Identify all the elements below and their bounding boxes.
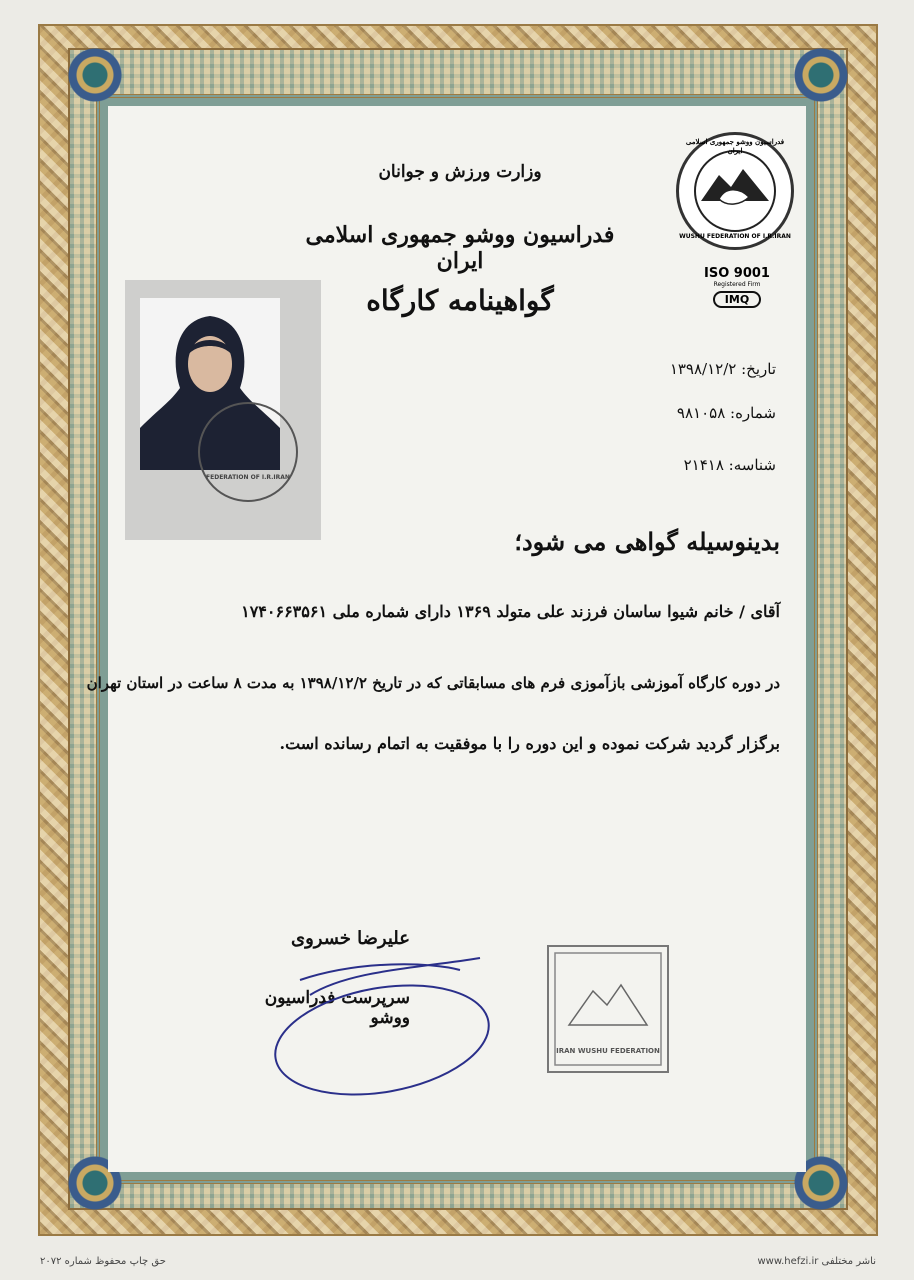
federation-logo (676, 132, 794, 250)
corner-ornament-top-left (60, 40, 130, 110)
certification-heading: بدینوسیله گواهی می شود؛ (514, 527, 780, 556)
body-line-2: در دوره کارگاه آموزشی بازآموزی فرم های مسابقاتی که در تاریخ ۱۳۹۸/۱۲/۲ به مدت ۸ ساعت در استان تهران (86, 674, 780, 692)
certificate-number: شماره: ۹۸۱۰۵۸ (676, 404, 776, 422)
square-stamp-text: IRAN WUSHU FEDERATION (556, 1047, 660, 1055)
signatory-title: سرپرست فدراسیون ووشو (264, 988, 410, 1028)
ministry-heading: وزارت ورزش و جوانان (378, 162, 542, 182)
body-line-3: برگزار گردید شرکت نموده و این دوره را با موفقیت به اتمام رسانده است. (279, 734, 780, 753)
signatory-name: علیرضا خسروی (291, 928, 410, 949)
certificate-title: گواهینامه کارگاه (366, 284, 554, 317)
certificate-id: شناسه: ۲۱۴۱۸ (683, 456, 776, 474)
corner-ornament-top-right (786, 40, 856, 110)
photo-round-stamp (198, 402, 298, 502)
iso-label: ISO 9001 (704, 266, 770, 281)
iso-badge (690, 266, 784, 304)
body-line-1: آقای / خانم شیوا ساسان فرزند علی متولد ۱۳۶۹ دارای شماره ملی ۱۷۴۰۶۶۳۵۶۱ (241, 602, 780, 621)
federation-square-stamp (547, 945, 669, 1073)
footer-copyright: حق چاپ محفوظ شماره ۲۰۷۲ (40, 1256, 166, 1267)
imq-label: IMQ (713, 291, 761, 308)
logo-ring-text: فدراسیون ووشو جمهوری اسلامی ایران (685, 137, 785, 155)
handwritten-signature (270, 950, 500, 1100)
footer-publisher: ناشر مختلفی www.hefzi.ir (757, 1256, 876, 1267)
logo-english-text: WUSHU FEDERATION OF I.R.IRAN (679, 233, 791, 240)
photo-stamp-text: FEDERATION OF I.R.IRAN (206, 474, 290, 481)
certificate-date: تاریخ: ۱۳۹۸/۱۲/۲ (669, 360, 776, 378)
iso-sub-label: Registered Firm (713, 281, 761, 288)
federation-heading: فدراسیون ووشو جمهوری اسلامی ایران (305, 222, 615, 274)
